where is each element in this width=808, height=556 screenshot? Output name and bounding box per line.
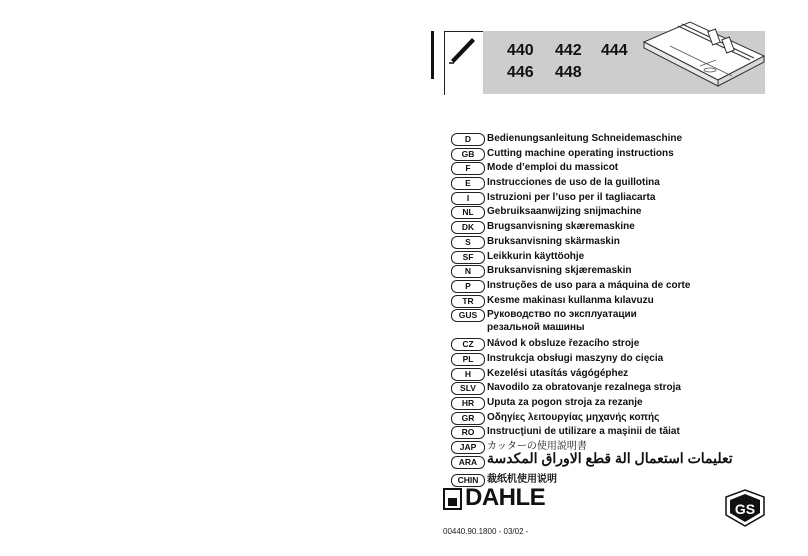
language-title: Istruzioni per l’uso per il tagliacarta [487,191,656,203]
language-code-badge: GUS [451,309,485,322]
language-item [451,235,791,250]
language-title: Bruksanvisning skärmaskin [487,235,620,247]
language-code-badge: SLV [451,382,485,395]
language-code-badge: DK [451,221,485,234]
cutter-blade-icon [444,31,483,95]
language-item [451,425,791,440]
language-item [451,264,791,279]
model-number: 444 [601,42,628,59]
language-code-badge: HR [451,397,485,410]
language-code-badge: SF [451,251,485,264]
language-code-badge: N [451,265,485,278]
language-item [451,176,791,191]
language-item [451,411,791,426]
language-code-badge: RO [451,426,485,439]
model-number: 440 [507,42,534,59]
model-number: 446 [507,64,534,81]
rotary-trimmer-illustration [640,20,766,100]
language-title: Gebruiksaanwijzing snijmachine [487,206,642,218]
model-number: 448 [555,64,582,81]
language-code-badge: ARA [451,456,485,469]
language-code-badge: S [451,236,485,249]
language-item [451,279,791,294]
language-item [451,367,791,382]
language-title: Navodilo za obratovanje rezalnega stroja [487,382,681,394]
language-title: Instrucţiuni de utilizare a maşinii de tăiat [487,426,680,438]
language-code-badge: CHIN [451,474,485,487]
gs-mark-label: GS [734,501,756,517]
language-item [451,396,791,411]
language-title: تعليمات استعمال الة قطع الاوراق المكدسة [487,449,733,466]
language-title: Mode d’emploi du massicot [487,162,619,174]
language-code-badge: H [451,368,485,381]
language-title: Instrukcja obsługi maszyny do cięcia [487,352,664,364]
language-code-badge: CZ [451,338,485,351]
model-number: 442 [555,42,582,59]
language-item [451,308,791,337]
dahle-logo-text: DAHLE [465,484,546,511]
language-code-badge: GR [451,412,485,425]
language-item [451,220,791,235]
language-code-badge: TR [451,295,485,308]
header-accent-bar [431,31,434,79]
language-item [451,191,791,206]
language-title: カッターの使用説明書 [487,441,587,453]
language-title: Uputa za pogon stroja za rezanje [487,397,643,408]
language-item [451,250,791,265]
language-title: Brugsanvisning skæremaskine [487,221,635,233]
language-title: Instrucciones de uso de la guillotina [487,177,660,189]
language-item [451,337,791,352]
language-item [451,294,791,309]
language-title: Kezelési utasítás vágógéphez [487,367,629,379]
language-code-badge: P [451,280,485,293]
language-item [451,449,791,473]
language-code-badge: JAP [451,441,485,454]
language-item [451,161,791,176]
language-code-badge: NL [451,206,485,219]
language-title: Instruções de uso para a máquina de corte [487,279,691,291]
gs-mark-icon [724,489,766,527]
language-code-badge: GB [451,148,485,161]
language-title: 裁纸机使用说明 [487,473,557,485]
dahle-logo-mark [443,488,462,510]
language-title: Návod k obsluze řezacího stroje [487,338,640,350]
language-title: Οδηγίες λειτουργίας μηχανής κοπής [487,411,660,423]
language-code-badge: F [451,162,485,175]
language-code-badge: PL [451,353,485,366]
language-item [451,381,791,396]
language-title: Руководство по эксплуатации резальной машины [487,309,637,334]
language-code-badge: D [451,133,485,146]
language-item [451,205,791,220]
language-item [451,352,791,367]
language-title: Cutting machine operating instructions [487,147,674,159]
language-code-badge: I [451,192,485,205]
language-title: Kesme makinası kullanma kılavuzu [487,294,654,306]
language-code-badge: E [451,177,485,190]
document-number: 00440.90.1800 - 03/02 - [443,527,529,536]
language-item [451,147,791,162]
language-title: Leikkurin käyttöohje [487,250,585,262]
language-item [451,132,791,147]
language-list [451,132,791,487]
language-title: Bruksanvisning skjæremaskin [487,265,632,277]
language-title: Bedienungsanleitung Schneidemaschine [487,133,683,144]
